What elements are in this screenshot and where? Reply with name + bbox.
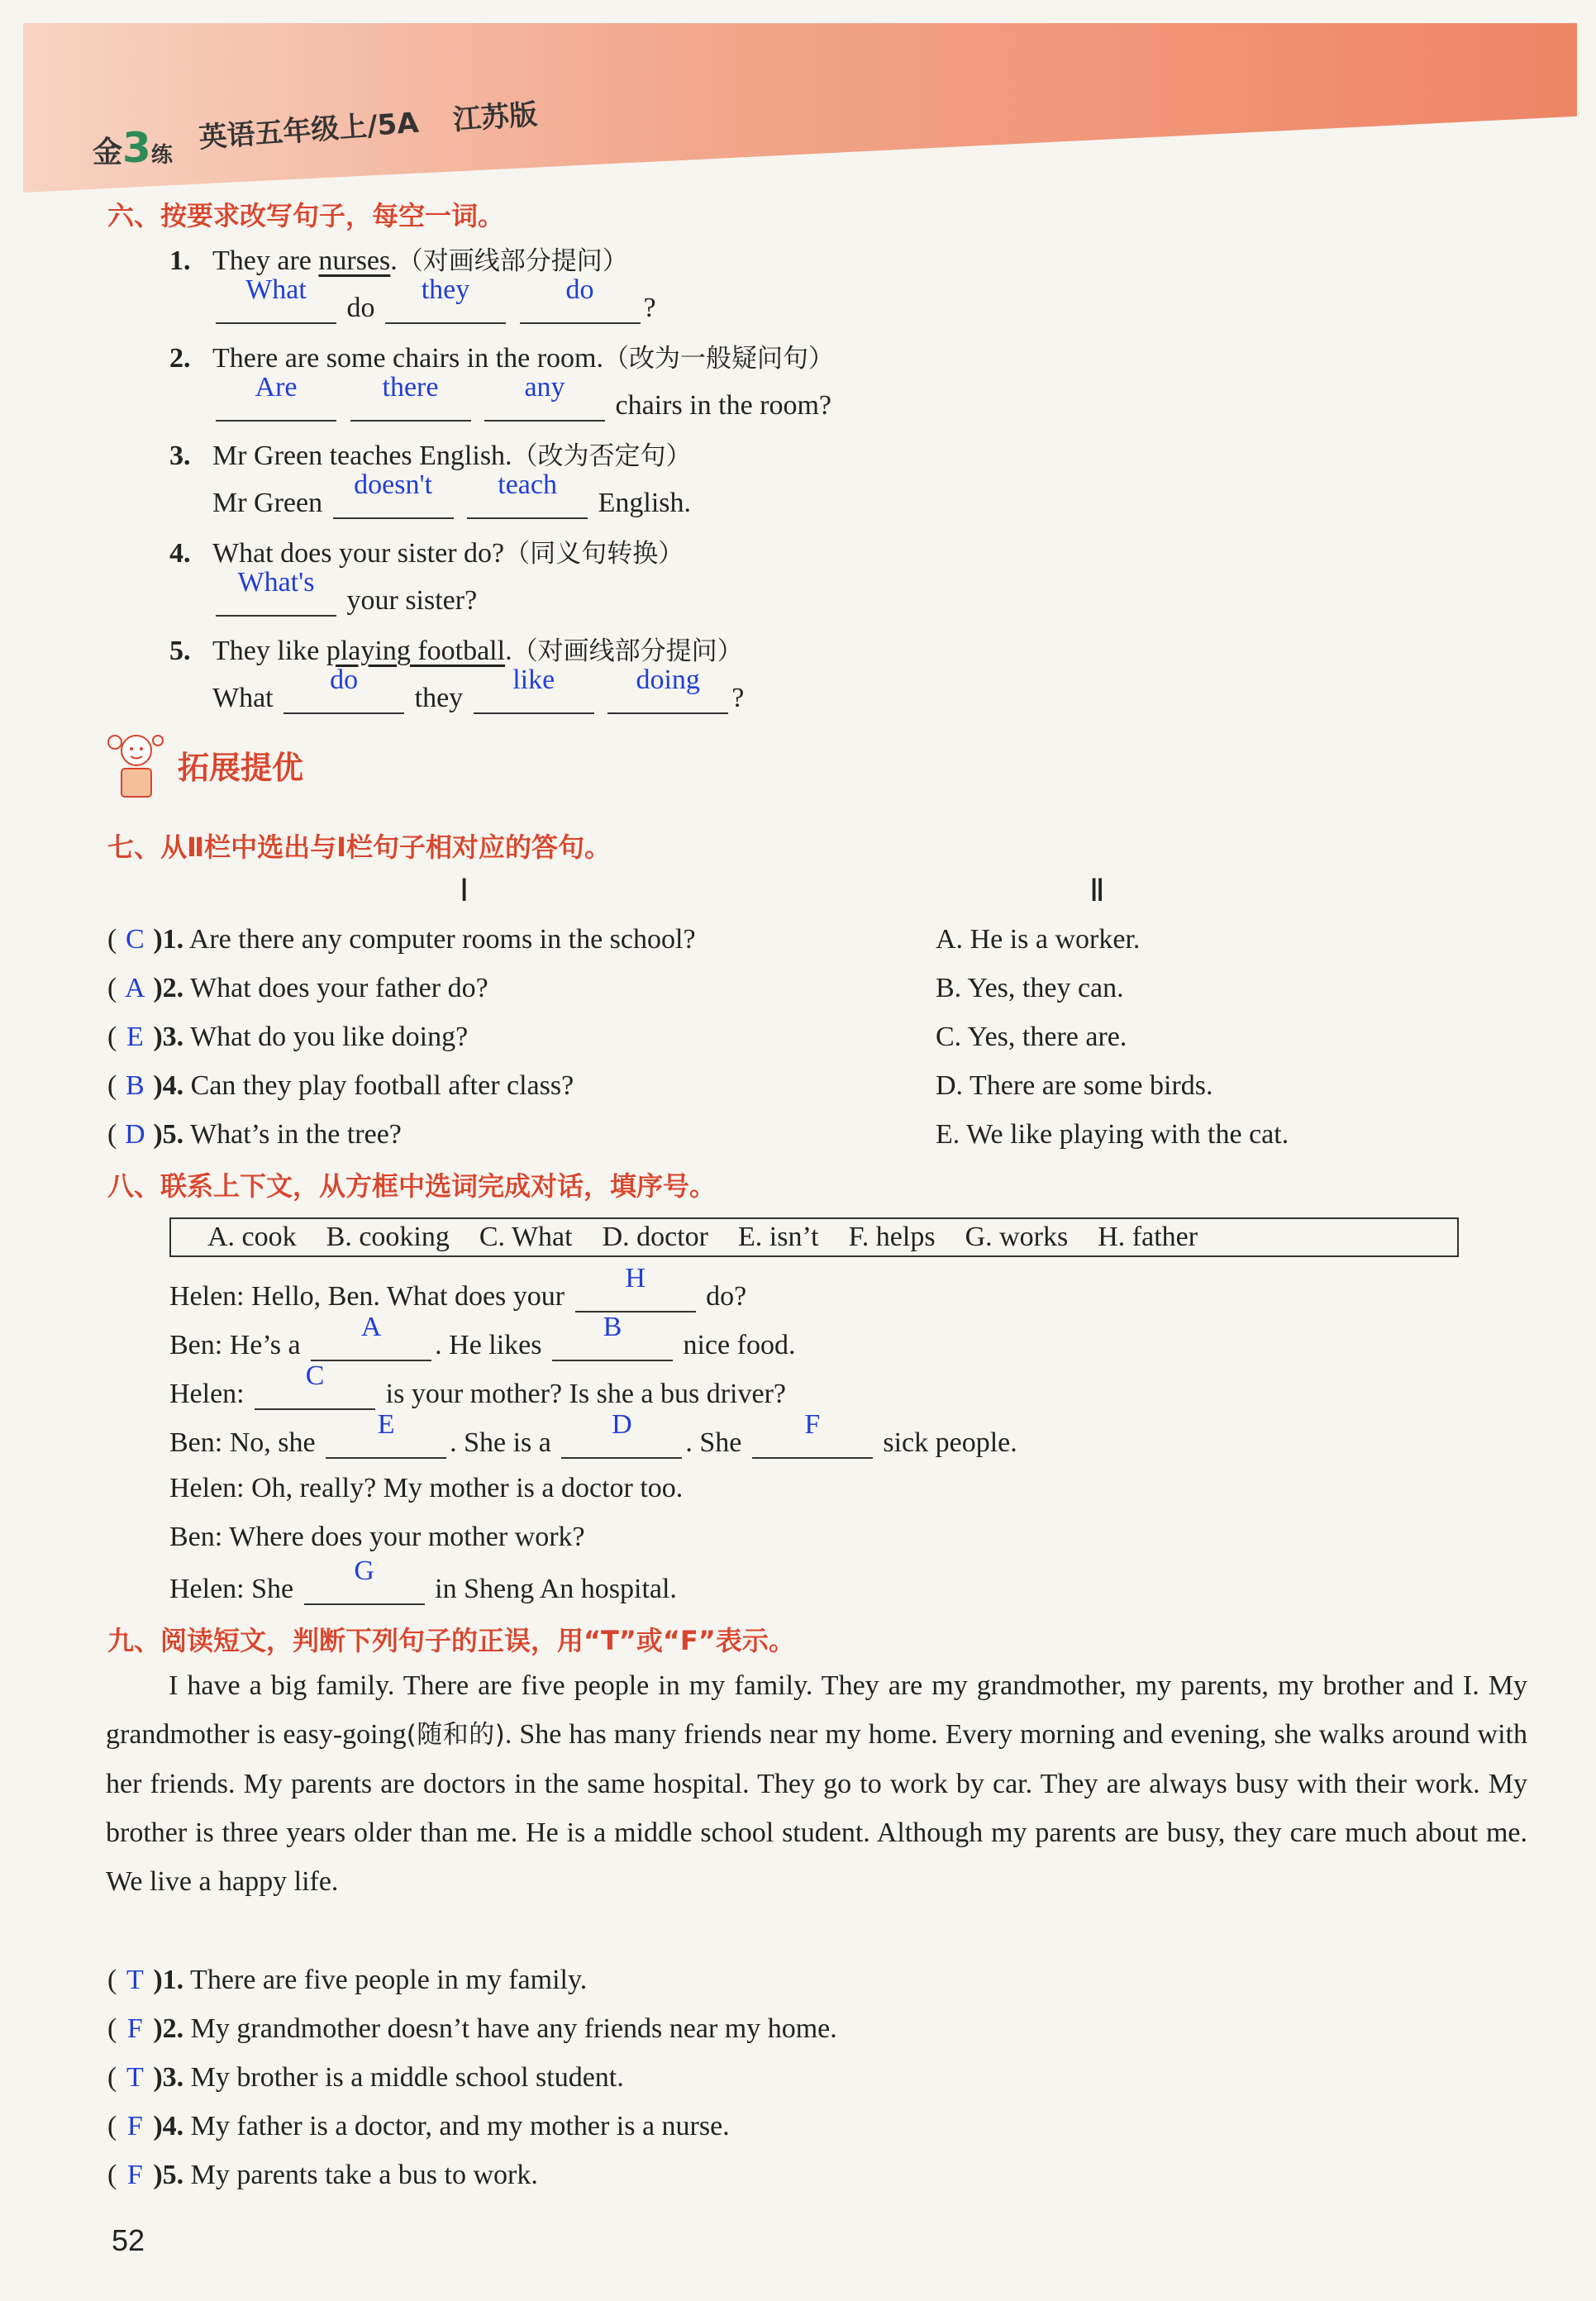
option-letter: E. [936, 1119, 960, 1150]
dialog-text: Ben: No, she [169, 1427, 316, 1458]
s7-option [936, 1070, 1213, 1102]
item-number: 1. [169, 245, 191, 276]
subsection-title: 拓展提优 [178, 749, 304, 786]
s6-item1 [169, 240, 628, 277]
passage-gloss: (随和的) [406, 1720, 505, 1750]
option-text: We like playing with the cat. [966, 1119, 1289, 1150]
mascot-icon [103, 727, 169, 802]
item-text: Mr Green [212, 488, 323, 518]
item-text: Can they play football after class? [190, 1070, 574, 1101]
option-text: Yes, there are. [967, 1022, 1127, 1052]
underlined-text: playing football [326, 636, 506, 666]
s7-question: ( B )4. Can they play football after class? [107, 1070, 574, 1101]
answer-text: What [245, 274, 307, 305]
subsection-heading [103, 727, 303, 802]
item-text: ? [643, 293, 656, 323]
item-number: )2. [153, 2013, 184, 2044]
answer-letter[interactable]: F [126, 2111, 143, 2141]
answer-text: Are [255, 372, 298, 403]
s6-item3-answer [212, 469, 692, 519]
answer-blank[interactable] [474, 665, 594, 714]
logo-number: 3 [122, 124, 151, 172]
item-text: Are there any computer rooms in the school? [188, 924, 696, 955]
answer-text: E [377, 1409, 395, 1440]
answer-blank[interactable] [255, 1360, 375, 1410]
word-box [169, 1217, 1459, 1257]
item-number: )2. [153, 973, 184, 1003]
dialog-text: . She is a [450, 1427, 551, 1458]
word-option: E. isn’t [738, 1222, 819, 1252]
dialog-text: . She [685, 1427, 742, 1458]
word-option: G. works [965, 1222, 1069, 1252]
s9-item: ( T )1. There are five people in my family. [107, 1965, 588, 1995]
item-text: do [346, 293, 375, 323]
s6-item2 [169, 337, 834, 374]
answer-blank[interactable] [216, 372, 336, 422]
answer-text: H [625, 1263, 646, 1293]
s6-item2-answer [212, 372, 832, 422]
dialog-text: Helen: She [169, 1574, 294, 1604]
dialog-text: sick people. [883, 1427, 1017, 1458]
s7-question: ( C )1. Are there any computer rooms in the school? [107, 924, 696, 955]
logo-prefix: 金 [93, 136, 123, 169]
item-text: Mr Green teaches English. [212, 441, 512, 471]
item-text: English. [598, 488, 692, 518]
word-option: H. father [1098, 1222, 1198, 1252]
word-option: C. What [479, 1222, 573, 1252]
series-name: 英语五年级上/5A [198, 106, 420, 155]
underlined-text: nurses [318, 245, 391, 276]
answer-text: do [565, 274, 594, 305]
item-number: 5. [169, 636, 191, 666]
s7-option [936, 1022, 1127, 1053]
answer-text: there [382, 372, 439, 403]
item-note: （对画线部分提问） [397, 246, 628, 276]
answer-blank[interactable] [484, 372, 605, 422]
s7-question: ( E )3. What do you like doing? [107, 1022, 469, 1052]
answer-blank[interactable] [283, 665, 404, 714]
s7-option [936, 973, 1124, 1004]
answer-blank[interactable] [216, 567, 336, 617]
logo-suffix: 练 [150, 143, 173, 168]
item-text: ? [731, 683, 745, 713]
answer-text: B [603, 1312, 622, 1342]
section8-title: 八、联系上下文，从方框中选词完成对话，填序号。 [107, 1170, 717, 1202]
s9-item: ( F )4. My father is a doctor, and my mother is a nurse. [107, 2111, 730, 2141]
answer-text: C [305, 1360, 325, 1391]
answer-blank[interactable] [311, 1312, 431, 1361]
dialog-line [169, 1263, 747, 1312]
item-text: My brother is a middle school student. [190, 2062, 624, 2093]
s7-question: ( D )5. What’s in the tree? [107, 1119, 402, 1150]
item-text: What do you like doing? [190, 1022, 469, 1052]
item-text: chairs in the room? [615, 390, 832, 421]
s7-question: ( A )2. What does your father do? [107, 973, 488, 1003]
answer-text: doesn't [354, 469, 433, 500]
word-option: F. helps [848, 1222, 936, 1252]
reading-passage [106, 1661, 1527, 1906]
word-option: B. cooking [326, 1222, 450, 1252]
option-letter: B. [936, 973, 962, 1003]
answer-text: doing [636, 665, 700, 695]
answer-blank[interactable] [326, 1409, 446, 1459]
item-note: （对画线部分提问） [512, 636, 743, 666]
dialog-text: Helen: [169, 1379, 245, 1409]
answer-text: like [512, 665, 555, 695]
answer-letter[interactable]: B [125, 1070, 145, 1101]
answer-text: G [354, 1555, 374, 1586]
dialog-text: is your mother? Is she a bus driver? [385, 1379, 787, 1409]
item-number: )4. [153, 1070, 184, 1101]
answer-letter[interactable]: E [126, 1022, 144, 1052]
answer-blank[interactable] [575, 1263, 696, 1312]
item-number: )5. [153, 1119, 184, 1150]
item-number: 4. [169, 538, 191, 569]
item-number: 3. [169, 441, 191, 471]
edition-label: 江苏版 [451, 98, 539, 137]
section6-title: 六、按要求改写句子，每空一词。 [107, 200, 505, 231]
answer-blank[interactable] [304, 1555, 425, 1605]
item-text: My parents take a bus to work. [190, 2160, 538, 2190]
s9-item: ( T )3. My brother is a middle school student. [107, 2062, 624, 2093]
item-number: )3. [153, 2062, 184, 2093]
answer-letter[interactable]: T [126, 2062, 144, 2093]
answer-text: D [612, 1409, 632, 1440]
item-text: There are some chairs in the room. [212, 343, 603, 374]
answer-blank[interactable] [552, 1312, 673, 1361]
item-text: What does your father do? [190, 973, 488, 1003]
dialog-text: in Sheng An hospital. [435, 1574, 677, 1604]
answer-text: do [330, 665, 359, 695]
answer-text: teach [498, 469, 557, 500]
s6-item4-answer [212, 567, 478, 617]
dialog-line: Ben: Where does your mother work? [169, 1522, 585, 1552]
answer-blank[interactable] [467, 469, 588, 519]
dialog-line: Helen: Oh, really? My mother is a doctor too. [169, 1473, 684, 1503]
series-logo [93, 124, 192, 172]
word-option: A. cook [207, 1222, 297, 1252]
item-text: . [390, 245, 398, 276]
page-number: 52 [112, 2223, 145, 2257]
s7-option [936, 924, 1140, 955]
word-option: D. doctor [602, 1222, 708, 1252]
s7-option [936, 1119, 1289, 1150]
option-letter: A. [936, 924, 964, 955]
answer-letter[interactable]: T [126, 1965, 144, 1995]
answer-blank[interactable] [216, 274, 336, 324]
dialog-line [169, 1360, 787, 1410]
dialog-text: Helen: Hello, Ben. What does your [169, 1281, 565, 1312]
dialog-text: do? [706, 1281, 747, 1312]
option-text: He is a worker. [970, 924, 1141, 955]
item-number: )5. [153, 2160, 184, 2190]
item-number: )3. [153, 1022, 184, 1052]
answer-letter[interactable]: F [126, 2013, 143, 2044]
column-1-header: Ⅰ [460, 874, 469, 908]
option-letter: C. [936, 1022, 962, 1052]
answer-letter[interactable]: F [126, 2160, 143, 2190]
item-text: There are five people in my family. [190, 1965, 588, 1995]
item-number: )4. [153, 2111, 184, 2141]
item-number: )1. [153, 1965, 184, 1995]
column-2-header: Ⅱ [1089, 874, 1105, 908]
item-note: （改为否定句） [512, 441, 692, 471]
answer-blank[interactable] [752, 1409, 873, 1459]
section9-title: 九、阅读短文，判断下列句子的正误，用“T”或“F”表示。 [107, 1625, 795, 1656]
header-band [23, 23, 1577, 193]
item-text: your sister? [346, 585, 478, 616]
answer-letter[interactable]: C [125, 924, 145, 955]
answer-blank[interactable] [333, 469, 454, 519]
item-number: )1. [153, 924, 184, 955]
item-number: 2. [169, 343, 191, 374]
item-note: （改为一般疑问句） [603, 344, 834, 374]
item-note: （同义句转换） [504, 539, 684, 569]
dialog-line [169, 1312, 796, 1361]
option-text: Yes, they can. [967, 973, 1124, 1003]
answer-blank[interactable] [561, 1409, 682, 1459]
answer-letter[interactable]: D [125, 1119, 145, 1150]
item-text: They like [212, 636, 326, 666]
answer-letter[interactable]: A [125, 973, 145, 1003]
item-text: What [212, 683, 274, 713]
item-text: They are [212, 245, 319, 276]
answer-text: What's [237, 567, 315, 598]
dialog-line [169, 1409, 1017, 1459]
dialog-text: Ben: He’s a [169, 1330, 301, 1360]
answer-blank[interactable] [350, 372, 471, 422]
s6-item5 [169, 630, 743, 667]
item-text: they [414, 683, 464, 713]
answer-blank[interactable] [607, 665, 728, 714]
option-letter: D. [936, 1070, 964, 1101]
dialog-text: . He likes [435, 1330, 542, 1360]
dialog-line [169, 1555, 677, 1605]
s9-item: ( F )5. My parents take a bus to work. [107, 2160, 538, 2190]
s6-item1-answer [212, 274, 656, 324]
section7-title: 七、从Ⅱ栏中选出与Ⅰ栏句子相对应的答句。 [107, 831, 611, 863]
item-text: What does your sister do? [212, 538, 505, 569]
s6-item4 [169, 532, 684, 569]
s6-item3 [169, 435, 692, 472]
s9-item: ( F )2. My grandmother doesn’t have any friends near my home. [107, 2013, 837, 2044]
option-text: There are some birds. [969, 1070, 1213, 1101]
answer-text: they [421, 274, 470, 305]
passage-text: . She has many friends near my home. Every morning and evening, she walks around with her friends. My parents are doctors in the same hospital. They go to work by car. They are always busy with their work. My brother is three years older than me. He is a middle school student. Although my parents are busy, they care much about me. We live a happy life. [106, 1719, 1527, 1897]
answer-text: F [804, 1409, 821, 1440]
item-text: My grandmother doesn’t have any friends near my home. [190, 2013, 837, 2044]
answer-blank[interactable] [385, 274, 506, 324]
item-text: What’s in the tree? [190, 1119, 402, 1150]
answer-text: A [360, 1312, 382, 1342]
item-text: My father is a doctor, and my mother is a nurse. [190, 2111, 730, 2141]
dialog-text: nice food. [683, 1330, 796, 1360]
passage-text: I have a big family. There are five people in my family. They are my grandmother, my parents, my brother and I. My grandmother is easy-going [106, 1670, 1527, 1750]
s6-item5-answer [212, 665, 745, 714]
item-text: . [505, 636, 512, 666]
answer-blank[interactable] [520, 274, 641, 324]
answer-text: any [524, 372, 565, 403]
